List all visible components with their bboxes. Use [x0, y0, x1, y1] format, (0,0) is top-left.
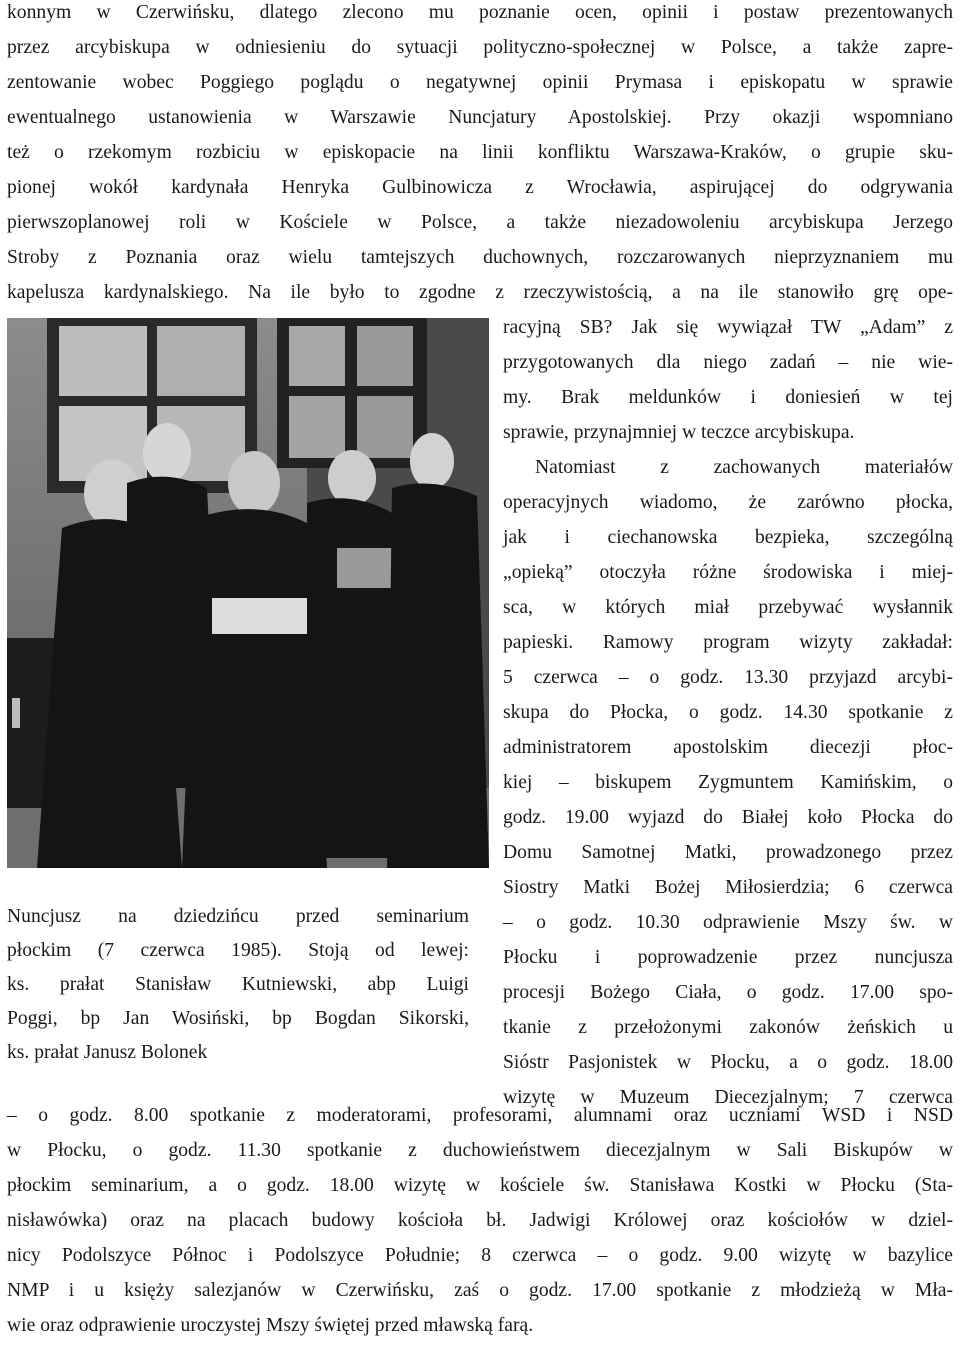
text-line: my. Brak meldunków i doniesień w tej	[503, 387, 953, 408]
text-line: Płocku i poprowadzenie przez nuncjusza	[503, 947, 953, 968]
text-line: wizytę w Muzeum Diecezjalnym; 7 czerwca	[503, 1087, 953, 1108]
text-line: przygotowanych dla niego zadań – nie wie-	[503, 352, 953, 373]
text-line: NMP i u księży salezjanów w Czerwińsku, zaś o godz. 17.00 spotkanie z młodzieżą w Mła-	[7, 1280, 953, 1301]
text-line: tkanie z przełożonymi zakonów żeńskich u	[503, 1017, 953, 1038]
text-line: przez arcybiskupa w odniesieniu do sytuacji polityczno-społecznej w Polsce, a także zapre-	[7, 37, 953, 58]
text-line: konnym w Czerwińsku, dlatego zlecono mu poznanie ocen, opinii i postaw prezentowanych	[7, 2, 953, 23]
text-line: Domu Samotnej Matki, prowadzonego przez	[503, 842, 953, 863]
text-line: sprawie, przynajmniej w teczce arcybiskupa.	[503, 422, 855, 443]
text-line: – o godz. 8.00 spotkanie z moderatorami, profesorami, alumnami oraz uczniami WSD i NSD	[7, 1105, 953, 1126]
photo-caption-line: ks. prałat Stanisław Kutniewski, abp Luigi	[7, 974, 469, 995]
text-line: płockim seminarium, a o godz. 18.00 wizytę w kościele św. Stanisława Kostki w Płocku (Sta-	[7, 1175, 953, 1196]
text-line: też o rzekomym rozbiciu w episkopacie na linii konfliktu Warszawa-Kraków, o grupie sku-	[7, 142, 953, 163]
photo-caption-line: Poggi, bp Jan Wosiński, bp Bogdan Sikorski,	[7, 1008, 469, 1029]
text-line: zentowanie wobec Poggiego poglądu o negatywnej opinii Prymasa i episkopatu w sprawie	[7, 72, 953, 93]
text-line: operacyjnych wiadomo, że zarówno płocka,	[503, 492, 953, 513]
text-line: Stroby z Poznania oraz wielu tamtejszych duchownych, rozczarowanych nieprzyznaniem mu	[7, 247, 953, 268]
photo-clergy-courtyard	[7, 318, 489, 868]
text-line: Siostry Matki Bożej Miłosierdzia; 6 czerwca	[503, 877, 953, 898]
text-line: godz. 19.00 wyjazd do Białej koło Płocka do	[503, 807, 953, 828]
text-line: nicy Podolszyce Północ i Podolszyce Południe; 8 czerwca – o godz. 9.00 wizytę w bazylice	[7, 1245, 953, 1266]
text-line: jak i ciechanowska bezpieka, szczególną	[503, 527, 953, 548]
text-line: papieski. Ramowy program wizyty zakładał:	[503, 632, 953, 653]
text-line: pionej wokół kardynała Henryka Gulbinowicza z Wrocławia, aspirującej do odgrywania	[7, 177, 953, 198]
photo-caption-line: płockim (7 czerwca 1985). Stoją od lewej:	[7, 940, 469, 961]
text-line: Sióstr Pasjonistek w Płocku, a o godz. 18.00	[503, 1052, 953, 1073]
text-line: 5 czerwca – o godz. 13.30 przyjazd arcybi-	[503, 667, 953, 688]
text-line: w Płocku, o godz. 11.30 spotkanie z duchowieństwem diecezjalnym w Sali Biskupów w	[7, 1140, 953, 1161]
photo-caption-line: Nuncjusz na dziedzińcu przed seminarium	[7, 906, 469, 927]
text-line: racyjną SB? Jak się wywiązał TW „Adam” z	[503, 317, 953, 338]
photo-drawing	[7, 318, 489, 868]
text-line: – o godz. 10.30 odprawienie Mszy św. w	[503, 912, 953, 933]
text-line: Natomiast z zachowanych materiałów	[535, 457, 953, 478]
text-line: pierwszoplanowej roli w Kościele w Polsce, a także niezadowoleniu arcybiskupa Jerzego	[7, 212, 953, 233]
text-line: skupa do Płocka, o godz. 14.30 spotkanie z	[503, 702, 953, 723]
text-line: ewentualnego ustanowienia w Warszawie Nuncjatury Apostolskiej. Przy okazji wspomniano	[7, 107, 953, 128]
text-line: kapelusza kardynalskiego. Na ile było to zgodne z rzeczywistością, a na ile stanowiło grę ope-	[7, 282, 953, 303]
text-line: administratorem apostolskim diecezji płoc-	[503, 737, 953, 758]
text-line: kiej – biskupem Zygmuntem Kamińskim, o	[503, 772, 953, 793]
text-line: procesji Bożego Ciała, o godz. 17.00 spo-	[503, 982, 953, 1003]
text-line: nisławówka) oraz na placach budowy kościoła bł. Jadwigi Królowej oraz kościołów w dziel-	[7, 1210, 953, 1231]
photo-caption-line: ks. prałat Janusz Bolonek	[7, 1042, 208, 1063]
text-line: wie oraz odprawienie uroczystej Mszy świętej przed mławską farą.	[7, 1315, 534, 1336]
text-line: „opieką” otoczyła różne środowiska i miej-	[503, 562, 953, 583]
text-line: sca, w których miał przebywać wysłannik	[503, 597, 953, 618]
